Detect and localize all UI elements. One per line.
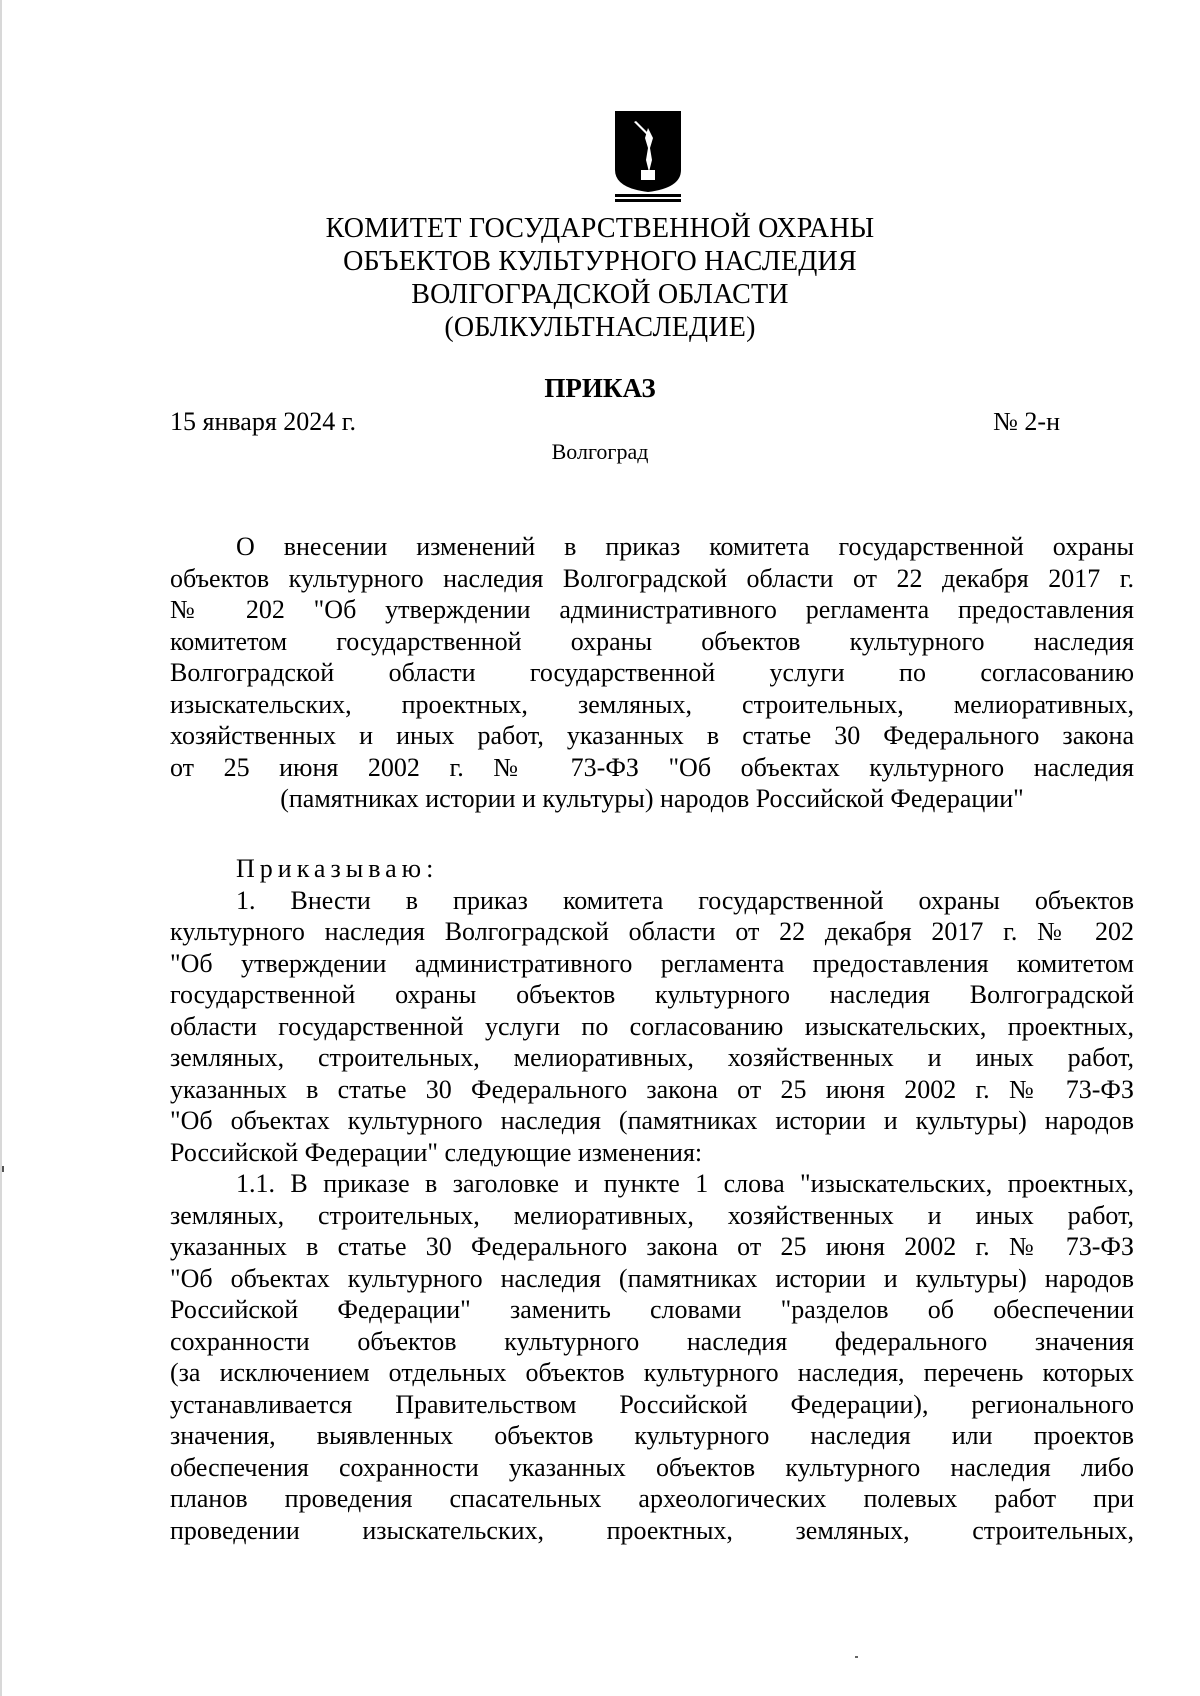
body-line: Российской Федерации" следующие изменения: (170, 1137, 703, 1167)
header-line: КОМИТЕТ ГОСУДАРСТВЕННОЙ ОХРАНЫ (325, 213, 875, 244)
scan-speck (2, 1166, 4, 1172)
order-word: Приказываю: (236, 854, 439, 883)
title-line: хозяйственных и иных работ, указанных в статье 30 Федерального закона (170, 721, 1134, 750)
body-line: "Об объектах культурного наследия (памятниках истории и культуры) народов (170, 1263, 1134, 1293)
scan-speck (855, 1656, 858, 1658)
title-line: изыскательских, проектных, земляных, строительных, мелиоративных, (170, 689, 1134, 719)
document-body (170, 853, 1134, 1546)
body-line: "Об объектах культурного наследия (памятниках истории и культуры) народов (170, 1106, 1134, 1135)
order-date: 15 января 2024 г. (170, 407, 357, 436)
order-title: ПРИКАЗ (544, 373, 656, 403)
body-line: проведении изыскательских, проектных, земляных, строительных, (170, 1515, 1134, 1545)
title-line: комитетом государственной охраны объектов культурного наследия (170, 626, 1134, 656)
body-line: планов проведения спасательных археологических полевых работ при (170, 1484, 1134, 1513)
title-line: № 202 "Об утверждении административного регламента предоставления (170, 595, 1134, 624)
body-line: земляных, строительных, мелиоративных, хозяйственных и иных работ, (170, 1200, 1134, 1230)
body-line: указанных в статье 30 Федерального закона от 25 июня 2002 г. № 73-ФЗ (170, 1074, 1134, 1104)
body-line: области государственной услуги по согласованию изыскательских, проектных, (170, 1011, 1134, 1041)
order-city: Волгоград (551, 439, 649, 464)
scan-edge (0, 0, 2, 1696)
body-line: указанных в статье 30 Федерального закона от 25 июня 2002 г. № 73-ФЗ (170, 1232, 1134, 1261)
title-line: О внесении изменений в приказ комитета государственной охраны (236, 532, 1134, 561)
body-line: Российской Федерации" заменить словами "разделов об обеспечении (170, 1295, 1134, 1324)
title-line: (памятниках истории и культуры) народов Российской Федерации" (280, 784, 1024, 813)
header-line: ОБЪЕКТОВ КУЛЬТУРНОГО НАСЛЕДИЯ (343, 246, 857, 277)
body-line: обеспечения сохранности указанных объектов культурного наследия либо (170, 1452, 1134, 1482)
body-line: (за исключением отдельных объектов культурного наследия, перечень которых (170, 1358, 1134, 1387)
body-line: земляных, строительных, мелиоративных, хозяйственных и иных работ, (170, 1043, 1134, 1072)
body-line: культурного наследия Волгоградской области от 22 декабря 2017 г. № 202 (170, 917, 1134, 946)
body-line: 1. Внести в приказ комитета государственной охраны объектов (236, 885, 1134, 915)
order-number: № 2-н (993, 407, 1060, 436)
header-line: ВОЛГОГРАДСКОЙ ОБЛАСТИ (411, 279, 789, 310)
organization-header (250, 212, 950, 344)
document-title (170, 531, 1134, 815)
title-line: объектов культурного наследия Волгоградской области от 22 декабря 2017 г. (170, 563, 1134, 593)
body-line: "Об утверждении административного регламента предоставления комитетом (170, 948, 1134, 978)
title-line: Волгоградской области государственной услуги по согласованию (170, 658, 1134, 687)
body-line: сохранности объектов культурного наследия федерального значения (170, 1326, 1134, 1356)
coat-of-arms-icon (612, 108, 684, 204)
body-line: значения, выявленных объектов культурного наследия или проектов (170, 1421, 1134, 1450)
body-line: государственной охраны объектов культурного наследия Волгоградской (170, 980, 1134, 1009)
title-line: от 25 июня 2002 г. № 73-ФЗ "Об объектах культурного наследия (170, 752, 1134, 782)
header-line: (ОБЛКУЛЬТНАСЛЕДИЕ) (444, 312, 756, 343)
body-line: устанавливается Правительством Российской Федерации), регионального (170, 1389, 1134, 1419)
body-line: 1.1. В приказе в заголовке и пункте 1 слова "изыскательских, проектных, (236, 1169, 1134, 1198)
